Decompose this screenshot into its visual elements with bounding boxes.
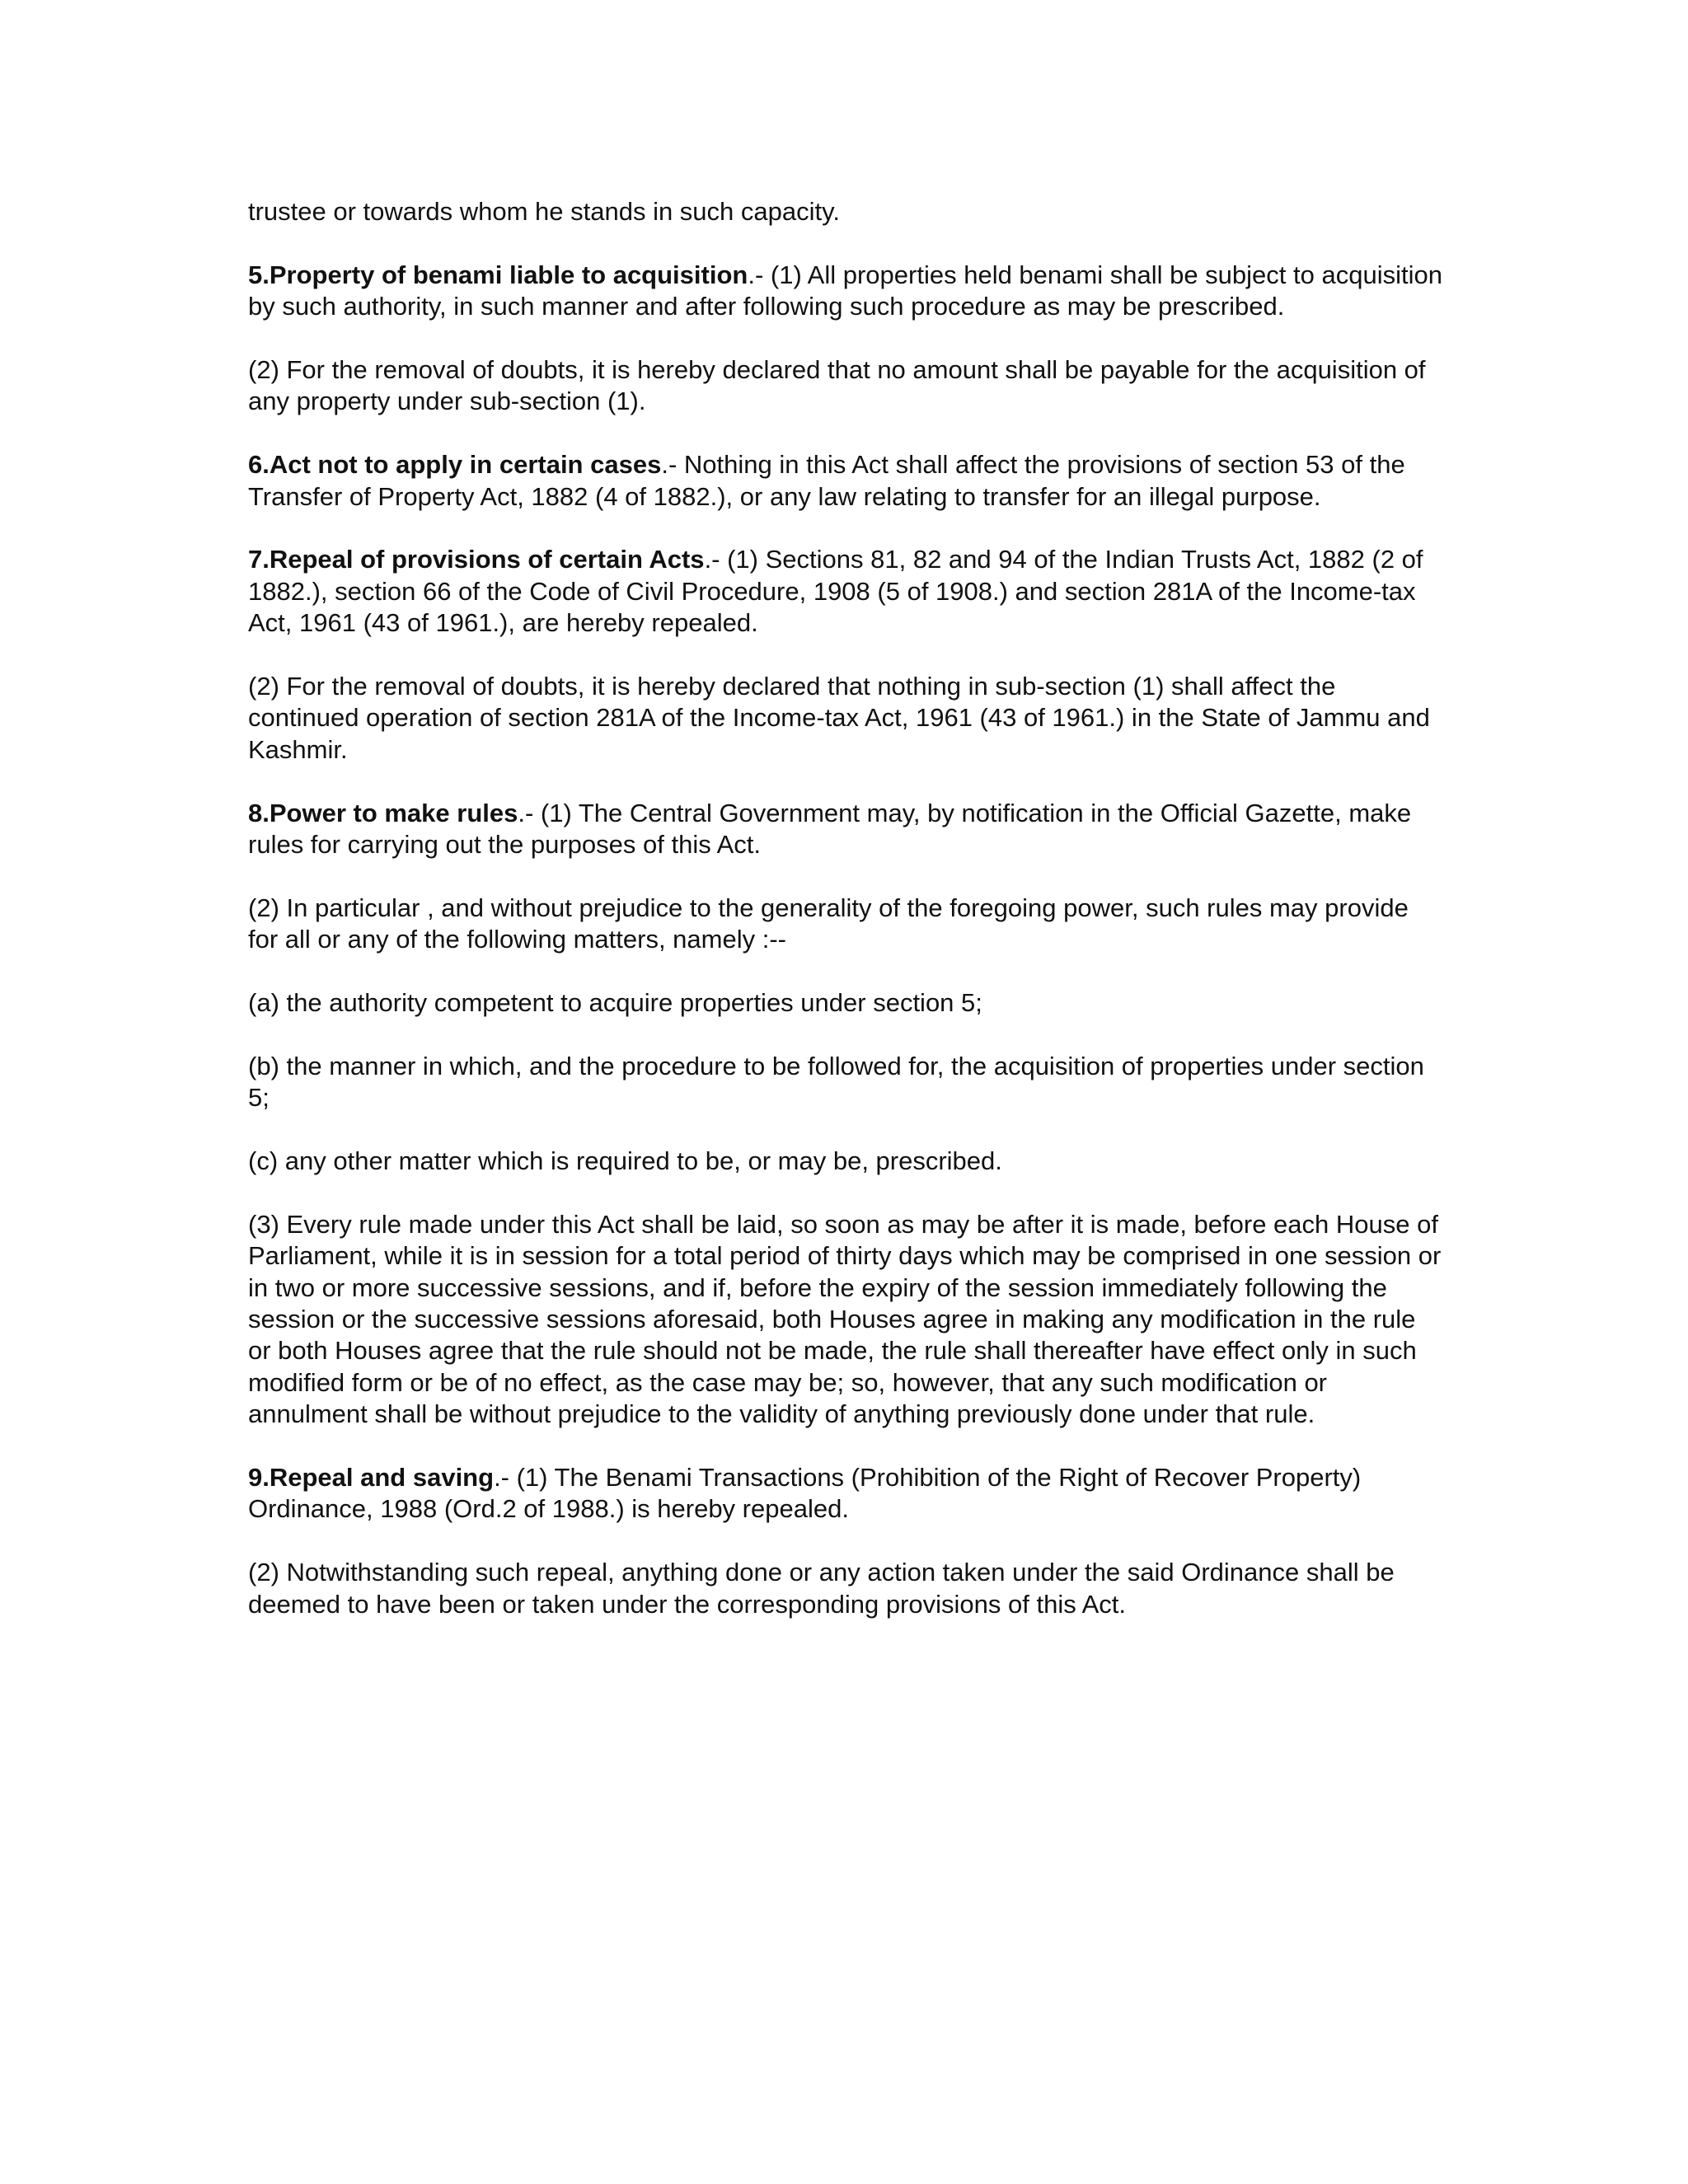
paragraph — [248, 196, 1443, 227]
paragraph — [248, 1209, 1443, 1431]
paragraph — [248, 354, 1443, 418]
paragraph-text: .- (1) The Central Government may, by notification in the Official Gazette, make rules for carrying out the purposes of this Act. — [248, 798, 1412, 860]
paragraph — [248, 544, 1443, 639]
paragraph-text: .- (1) All properties held benami shall be subject to acquisition by such authority, in such manner and after following such procedure as may be prescribed. — [248, 260, 1442, 321]
paragraph-text: (2) In particular , and without prejudice to the generality of the foregoing power, such rules may provide for all or any of the following matters, namely :-- — [248, 893, 1409, 954]
section-heading: 5.Property of benami liable to acquisition — [248, 260, 748, 289]
paragraph-text: .- (1) The Benami Transactions (Prohibition of the Right of Recover Property) Ordinance, 1988 (Ord.2 of 1988.) is hereby repealed. — [248, 1463, 1362, 1524]
paragraph — [248, 1557, 1443, 1620]
document-body — [248, 196, 1443, 1620]
paragraph-text: (3) Every rule made under this Act shall be laid, so soon as may be after it is made, before each House of Parliament, while it is in session for a total period of thirty days which may be comprised in one session or in two or more successive sessions, and if, before the expiry of the session immediately following the session or the successive sessions aforesaid, both Houses agree in making any modification in the rule or both Houses agree that the rule should not be made, the rule shall thereafter have effect only in such modified form or be of no effect, as the case may be; so, however, that any such modification or annulment shall be without prejudice to the validity of anything previously done under that rule. — [248, 1209, 1442, 1429]
paragraph — [248, 449, 1443, 513]
paragraph — [248, 1146, 1443, 1177]
paragraph-text: .- Nothing in this Act shall affect the provisions of section 53 of the Transfer of Property Act, 1882 (4 of 1882.), or any law relating to transfer for an illegal purpose. — [248, 450, 1405, 511]
paragraph-text: (a) the authority competent to acquire properties under section 5; — [248, 988, 982, 1018]
paragraph-text: (2) For the removal of doubts, it is hereby declared that nothing in sub-section (1) shall affect the continued operation of section 281A of the Income-tax Act, 1961 (43 of 1961.) in the State of Jammu and Kashmir. — [248, 672, 1430, 764]
paragraph-text: (2) For the removal of doubts, it is hereby declared that no amount shall be payable for the acquisition of any property under sub-section (1). — [248, 355, 1426, 416]
paragraph — [248, 1051, 1443, 1114]
section-heading: 9.Repeal and saving — [248, 1463, 495, 1493]
paragraph — [248, 893, 1443, 956]
paragraph-text: (2) Notwithstanding such repeal, anything done or any action taken under the said Ordinance shall be deemed to have been or taken under the corresponding provisions of this Act. — [248, 1558, 1395, 1619]
paragraph-text: trustee or towards whom he stands in such capacity. — [248, 197, 840, 226]
paragraph-text: (c) any other matter which is required to be, or may be, prescribed. — [248, 1146, 1002, 1176]
paragraph-text: .- (1) Sections 81, 82 and 94 of the Indian Trusts Act, 1882 (2 of 1882.), section 66 of the Code of Civil Procedure, 1908 (5 of 1908.) and section 281A of the Income-tax Act, 1961 (43 of 1961.), are hereby repealed. — [248, 545, 1423, 638]
section-heading: 7.Repeal of provisions of certain Acts — [248, 545, 705, 574]
paragraph — [248, 798, 1443, 861]
section-heading: 8.Power to make rules — [248, 798, 518, 827]
paragraph — [248, 260, 1443, 323]
paragraph — [248, 1462, 1443, 1526]
section-heading: 6.Act not to apply in certain cases — [248, 450, 662, 480]
paragraph — [248, 987, 1443, 1019]
paragraph-text: (b) the manner in which, and the procedure to be followed for, the acquisition of properties under section 5; — [248, 1051, 1424, 1113]
paragraph — [248, 671, 1443, 766]
